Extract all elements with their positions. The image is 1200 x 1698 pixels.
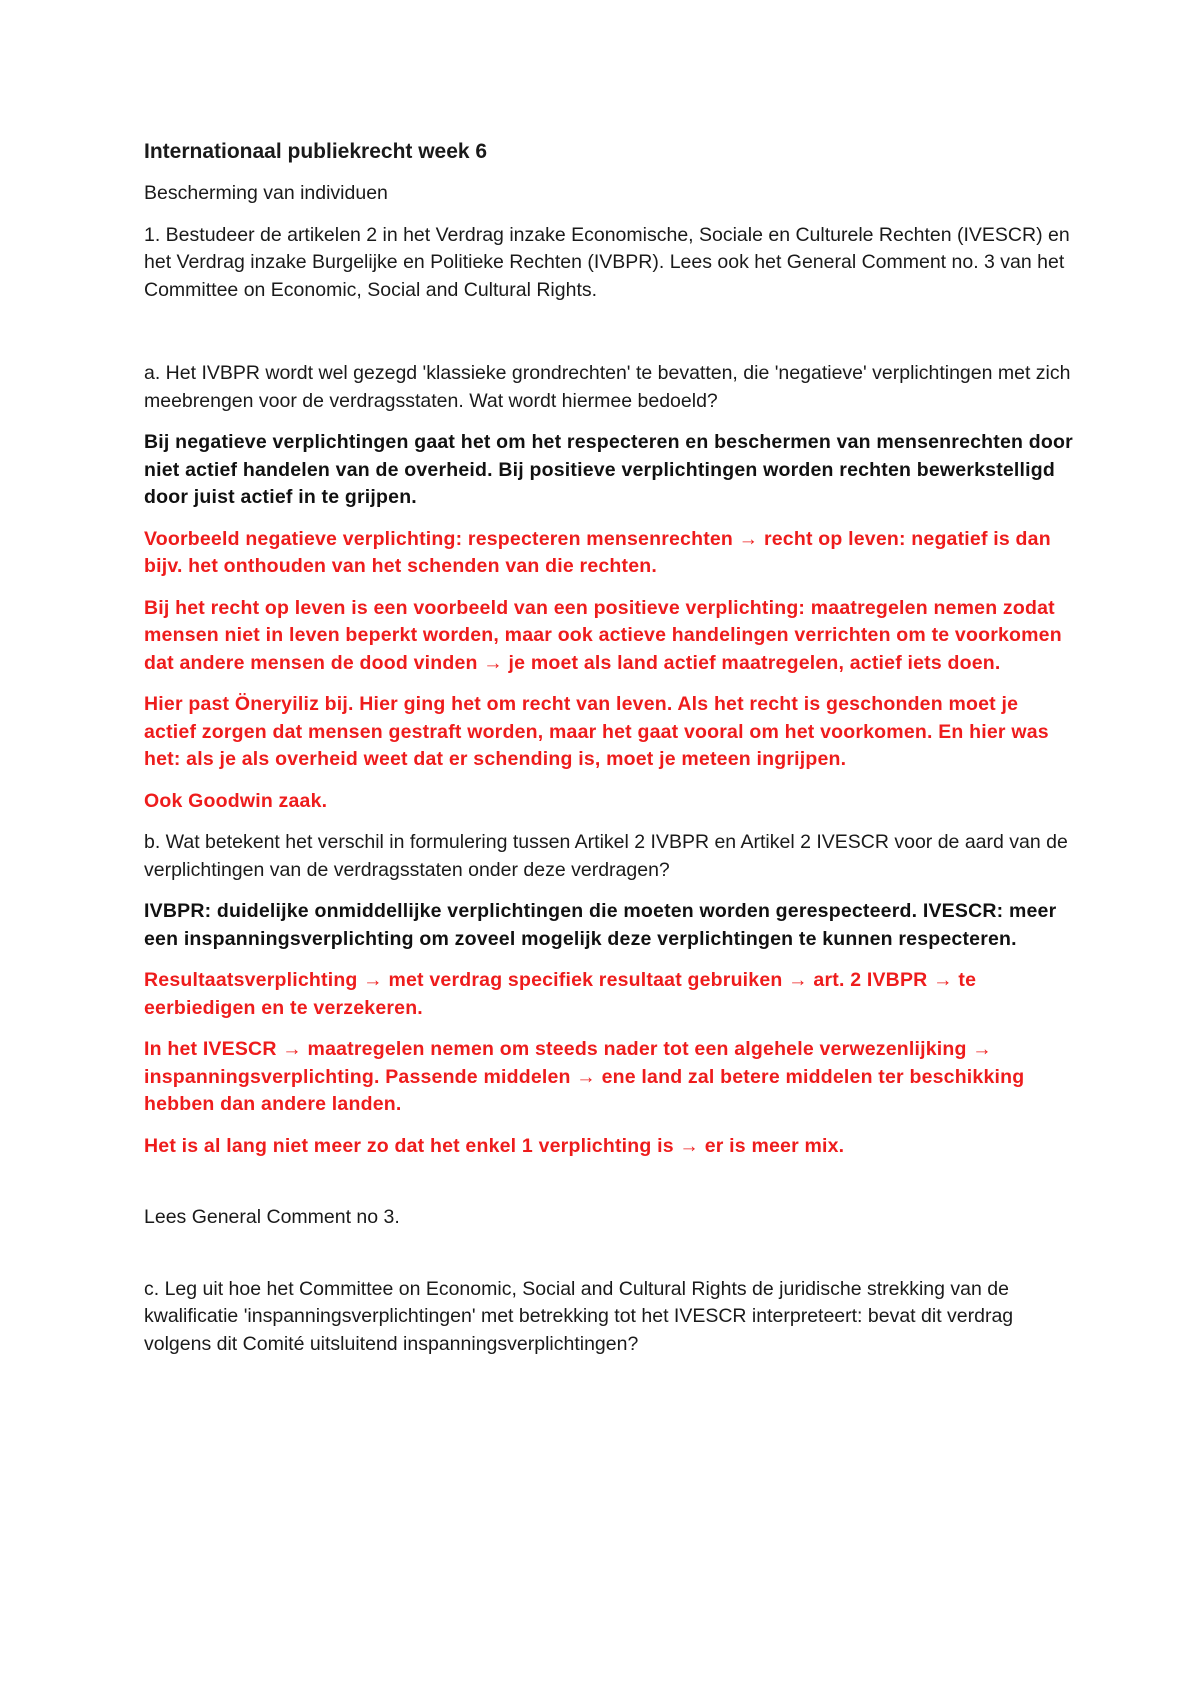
reading-note: Lees General Comment no 3. [144,1206,400,1228]
answer-b-main: IVBPR: duidelijke onmiddellijke verplichtingen die moeten worden gerespecteerd. IVESCR: meer een inspanningsverplichting om zoveel mogelijk deze verplichtingen te kunnen respecteren. [144,900,1057,950]
question-b: b. Wat betekent het verschil in formulering tussen Artikel 2 IVBPR en Artikel 2 IVESCR voor de aard van de verplichtingen van de verdragsstaten onder deze verdragen? [144,831,1068,881]
question-a: a. Het IVBPR wordt wel gezegd 'klassieke grondrechten' te bevatten, die 'negatieve' verplichtingen met zich meebrengen voor de verdragsstaten. Wat wordt hiermee bedoeld? [144,362,1071,412]
document-title: Internationaal publiekrecht week 6 [144,140,488,163]
answer-a-note-3: Hier past Öneryiliz bij. Hier ging het om recht van leven. Als het recht is geschonden moet je actief zorgen dat mensen gestraft worden, maar het gaat vooral om het voorkomen. En hier was het: als je als overheid weet dat er schending is, moet je meteen ingrijpen. [144,693,1049,770]
document-page [144,138,1074,1372]
answer-b-note-2: In het IVESCR → maatregelen nemen om steeds nader tot een algehele verwezenlijking → inspanningsverplichting. Passende middelen → ene land zal betere middelen ter beschikking hebben dan andere landen. [144,1038,1025,1115]
answer-a-note-2: Bij het recht op leven is een voorbeeld van een positieve verplichting: maatregelen nemen zodat mensen niet in leven beperkt worden, maar ook actieve handelingen verrichten om te voorkomen dat andere mensen de dood vinden → je moet als land actief maatregelen, actief iets doen. [144,596,1062,674]
question-1: 1. Bestudeer de artikelen 2 in het Verdrag inzake Economische, Sociale en Culturele Rechten (IVESCR) en het Verdrag inzake Burgelijke en Politieke Rechten (IVBPR). Lees ook het General Comment no. 3 van het Committee on Economic, Social and Cultural Rights. [144,223,1070,301]
answer-b-note-1: Resultaatsverplichting → met verdrag specifiek resultaat gebruiken → art. 2 IVBPR → te eerbiedigen en te verzekeren. [144,969,977,1019]
question-c: c. Leg uit hoe het Committee on Economic, Social and Cultural Rights de juridische strekking van de kwalificatie 'inspanningsverplichtingen' met betrekking tot het IVESCR interpreteert: bevat dit verdrag volgens dit Comité uitsluitend inspanningsverplichtingen? [144,1277,1014,1355]
document-subtitle: Bescherming van individuen [144,182,388,204]
answer-b-note-3: Het is al lang niet meer zo dat het enkel 1 verplichting is → er is meer mix. [144,1134,845,1157]
answer-a-note-4: Ook Goodwin zaak. [144,789,328,812]
answer-a-main: Bij negatieve verplichtingen gaat het om het respecteren en beschermen van mensenrechten door niet actief handelen van de overheid. Bij positieve verplichtingen worden rechten bewerkstelligd door juist actief in te grijpen. [144,431,1073,508]
answer-a-note-1: Voorbeeld negatieve verplichting: respecteren mensenrechten → recht op leven: negatief is dan bijv. het onthouden van het schenden van die rechten. [144,527,1051,577]
